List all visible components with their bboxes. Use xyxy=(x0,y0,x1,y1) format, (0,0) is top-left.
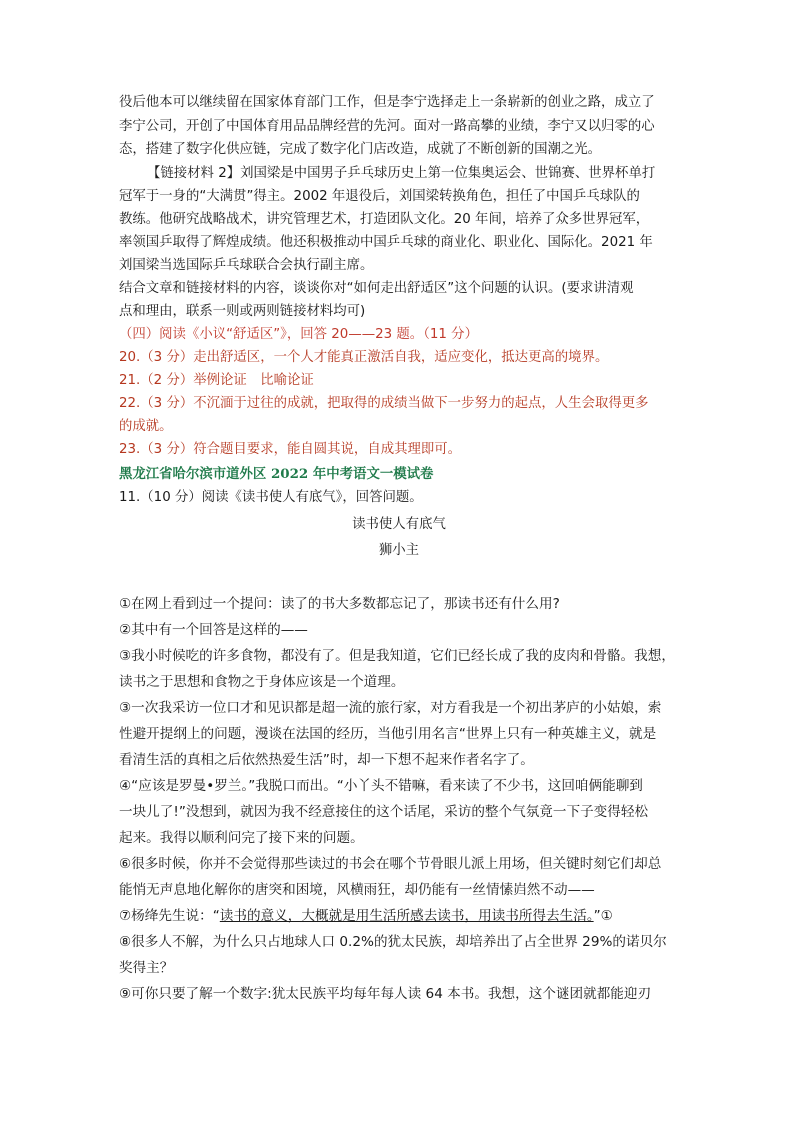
text-line: 冠军于一身的“大满贯”得主。2002 年退役后，刘国梁转换角色，担任了中国乒乓球队的 xyxy=(119,189,640,204)
text-line: 率领国乒取得了辉煌成绩。他还积极推动中国乒乓球的商业化、职业化、国际化。2021 年 xyxy=(119,235,653,250)
paragraph-line: 起来。我得以顺利问完了接下来的问题。 xyxy=(119,830,364,846)
paragraph-line: 一块儿了!”没想到，就因为我不经意接住的这个话尾，采访的整个气氛竟一下子变得轻松 xyxy=(119,804,649,820)
paragraph-line: ③我小时候吃的许多食物，都没有了。但是我知道，它们已经长成了我的皮肉和骨骼。我想， xyxy=(119,648,675,664)
paragraph-line: ⑥很多时候，你并不会觉得那些读过的书会在哪个节骨眼儿派上用场，但关键时刻它们却总 xyxy=(119,856,662,872)
text-line: 役后他本可以继续留在国家体育部门工作，但是李宁选择走上一条崭新的创业之路，成立了 xyxy=(119,95,655,110)
paragraph-line: ②其中有一个回答是这样的—— xyxy=(119,622,308,638)
section-title: （四）阅读《小议“舒适区”》，回答 20——23 题。（11 分） xyxy=(119,327,478,342)
text-line: 教练。他研究战略战术，讲究管理艺术，打造团队文化。20 年间，培养了众多世界冠军， xyxy=(119,212,650,227)
underlined-quote: 读书的意义，大概就是用生活所感去读书，用读书所得去生活。 xyxy=(219,908,594,924)
paragraph-line: 看清生活的真相之后依然热爱生活”时，却一下想不起来作者名字了。 xyxy=(119,752,534,768)
text-line: 结合文章和链接材料的内容，谈谈你对“如何走出舒适区”这个问题的认识。(要求讲清观 xyxy=(119,281,634,296)
answer-line: 20.（3 分）走出舒适区，一个人才能真正激活自我，适应变化，抵达更高的境界。 xyxy=(119,350,609,365)
quote-prefix: ⑦杨绛先生说：“ xyxy=(119,908,220,924)
paragraph-7 xyxy=(119,906,679,926)
quote-suffix: ”① xyxy=(593,908,613,924)
paragraph-line: ⑨可你只要了解一个数字:犹太民族平均每年每人读 64 本书。我想，这个谜团就都能迎刃 xyxy=(119,986,652,1002)
text-line: 点和理由，联系一则或两则链接材料均可) xyxy=(119,304,366,319)
paragraph-line: ⑧很多人不解，为什么只占地球人口 0.2%的犹太民族，却培养出了占全世界 29%的诺贝尔 xyxy=(119,934,667,950)
text-line: 刘国梁当选国际乒乓球联合会执行副主席。 xyxy=(119,258,374,273)
article-author: 狮小主 xyxy=(378,543,420,558)
text-line: 态，搭建了数字化供应链，完成了数字化门店改造，成就了不断创新的国潮之光。 xyxy=(119,142,602,157)
article-title: 读书使人有底气 xyxy=(352,517,446,532)
paragraph-line: 奖得主？ xyxy=(119,960,174,976)
answer-line: 21.（2 分）举例论证 比喻论证 xyxy=(119,373,314,388)
exam-heading: 黑龙江省哈尔滨市道外区 2022 年中考语文一模试卷 xyxy=(119,466,434,482)
text-line: 李宁公司，开创了中国体育用品品牌经营的先河。面对一路高攀的业绩，李宁又以归零的心 xyxy=(119,119,655,134)
paragraph-line: ④“应该是罗曼•罗兰。”我脱口而出。“小丫头不错嘛，看来读了不少书，这回咱俩能聊到 xyxy=(119,778,643,794)
answer-line: 23.（3 分）符合题目要求，能自圆其说，自成其理即可。 xyxy=(119,442,462,457)
text-line: 【链接材料 2】刘国梁是中国男子乒乓球历史上第一位集奥运会、世锦赛、世界杯单打 xyxy=(147,166,656,181)
paragraph-line: ③一次我采访一位口才和见识都是超一流的旅行家，对方看我是一个初出茅庐的小姑娘，索 xyxy=(119,700,662,716)
paragraph-line: 读书之于思想和食物之于身体应该是一个道理。 xyxy=(119,674,405,690)
paragraph-line: 能悄无声息地化解你的唐突和困境，风横雨狂，却仍能有一丝情愫岿然不动—— xyxy=(119,882,595,898)
paragraph-line: 性避开提纲上的问题，漫谈在法国的经历，当他引用名言“世界上只有一种英雄主义，就是 xyxy=(119,726,657,742)
paragraph-line: ①在网上看到过一个提问：读了的书大多数都忘记了，那读书还有什么用? xyxy=(119,596,560,612)
answer-line: 的成就。 xyxy=(119,419,173,434)
question-11: 11.（10 分）阅读《读书使人有底气》，回答问题。 xyxy=(119,490,423,505)
answer-line: 22.（3 分）不沉湎于过往的成就，把取得的成绩当做下一步努力的起点，人生会取得更多 xyxy=(119,396,649,411)
